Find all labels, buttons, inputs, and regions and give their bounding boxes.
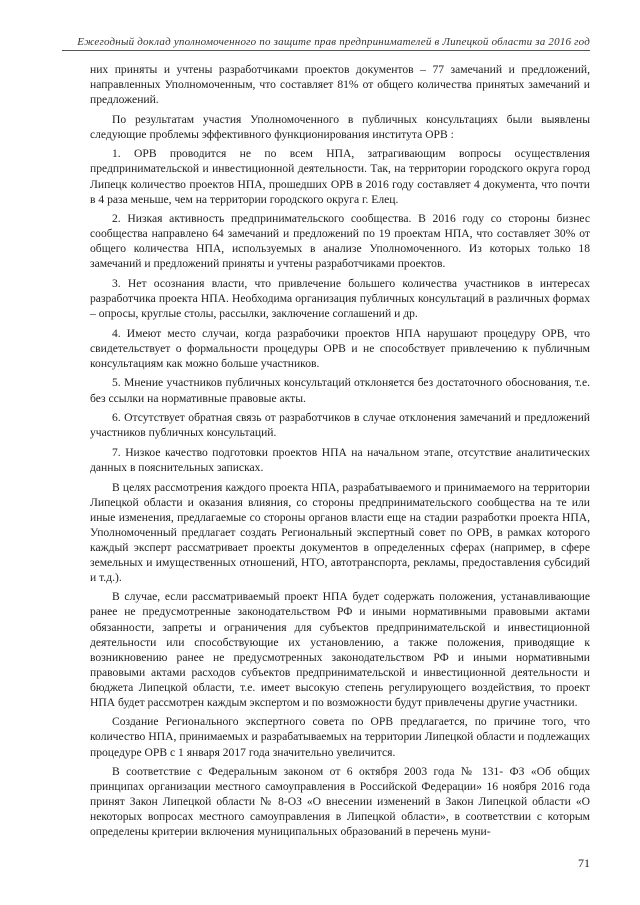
paragraph-federal-law: В соответствие с Федеральным законом от 6 октября 2003 года № 131- ФЗ «Об общих принципах организации местного самоуправления в Российской Федерации» 16 ноября 2016 года принят Закон Липецкой области № 8-ОЗ «О внесении изменений в Закон Липецкой области «О некоторых вопросах местного самоуправления в Липецкой области», в соответствии с которым определены критерии включения муниципальных образований в перечень муни- <box>90 765 590 839</box>
paragraph-high-impact-review: В случае, если рассматриваемый проект НПА будет содержать положения, устанавливающие ранее не предусмотренные законодательством РФ и иными нормативными правовыми актами обязанности, запреты и ограничения для субъектов предпринимательской и инвестиционной деятельности или способствующие их установлению, а также положения, приводящие к возникновению ранее не предусмотренных законодательством РФ и иными нормативными правовыми актами расходов субъектов предпринимательской и инвестиционной деятельности и бюджета Липецкой области, т.е. имеет высокую степень регулирующего воздействия, то проект НПА будет рассмотрен каждым экспертом и по возможности будут привлечены другие участники. <box>90 590 590 709</box>
paragraph-problem-7: 7. Низкое качество подготовки проектов НПА на начальном этапе, отсутствие аналитических данных в пояснительных записках. <box>90 445 590 474</box>
paragraph-expert-council-proposal: В целях рассмотрения каждого проекта НПА, разрабатываемого и принимаемого на территории Липецкой области и оказания влияния, со стороны предпринимательского сообщества на те или иные изменения, предлагаемые со стороны органов власти еще на стадии разработки проекта НПА, Уполномоченный предлагает создать Региональный экспертный совет по ОРВ, в рамках которого каждый эксперт рассматривает проекты документов в определенных сферах (например, в сфере земельных и имущественных отношений, НТО, автотранспорта, рекламы, предоставления субсидий и т.д.). <box>90 480 590 584</box>
paragraph-continuation: них приняты и учтены разработчиками проектов документов – 77 замечаний и предложений, направленных Уполномоченным, что составляет 81% от общего количества принятых замечаний и предложений. <box>90 63 590 107</box>
paragraph-problem-3: 3. Нет осознания власти, что привлечение большего количества участников в интересах разработчика проекта НПА. Необходима организация публичных консультаций в различных формах – опросы, круглые столы, рассылки, заключение соглашений и др. <box>90 276 590 321</box>
paragraph-council-rationale: Создание Регионального экспертного совета по ОРВ предлагается, по причине того, что количество НПА, принимаемых и разрабатываемых на территории Липецкой области и подлежащих процедуре ОРВ с 1 января 2017 года значительно увеличится. <box>90 715 590 759</box>
document-body <box>90 62 590 844</box>
paragraph-problem-5: 5. Мнение участников публичных консультаций отклоняется без достаточного обоснования, т.е. без ссылки на нормативные правовые акты. <box>90 376 590 405</box>
running-header: Ежегодный доклад уполномоченного по защите прав предпринимателей в Липецкой области за 2016 год <box>62 36 590 51</box>
page-number: 71 <box>578 856 590 870</box>
paragraph-problem-6: 6. Отсутствует обратная связь от разработчиков в случае отклонения замечаний и предложений участников публичных консультаций. <box>90 411 590 440</box>
paragraph-problem-4: 4. Имеют место случаи, когда разрабочики проектов НПА нарушают процедуру ОРВ, что свидетельствует о формальности процедуры ОРВ и не способствует привлечению к публичным консультациям как можно больше участников. <box>90 326 590 370</box>
paragraph-findings-intro: По результатам участия Уполномоченного в публичных консультациях были выявлены следующие проблемы эффективного функционирования института ОРВ : <box>90 112 590 141</box>
paragraph-problem-2: 2. Низкая активность предпринимательского сообщества. В 2016 году со стороны бизнес сообщества направлено 64 замечаний и предложений по 19 проектам НПА, что составляет 30% от общего количества НПА, используемых в анализе Уполномоченного. Из которых только 18 замечаний и предложений приняты и учтены разработчиками проектов. <box>90 212 590 271</box>
paragraph-problem-1: 1. ОРВ проводится не по всем НПА, затрагивающим вопросы осуществления предпринимательской и инвестиционной деятельности. Так, на территории городского округа город Липецк количество проектов НПА, прошедших ОРВ в 2016 году составляет 4 документа, что почти в 4 раза меньше, чем на территории городского округа г. Елец. <box>90 147 590 206</box>
